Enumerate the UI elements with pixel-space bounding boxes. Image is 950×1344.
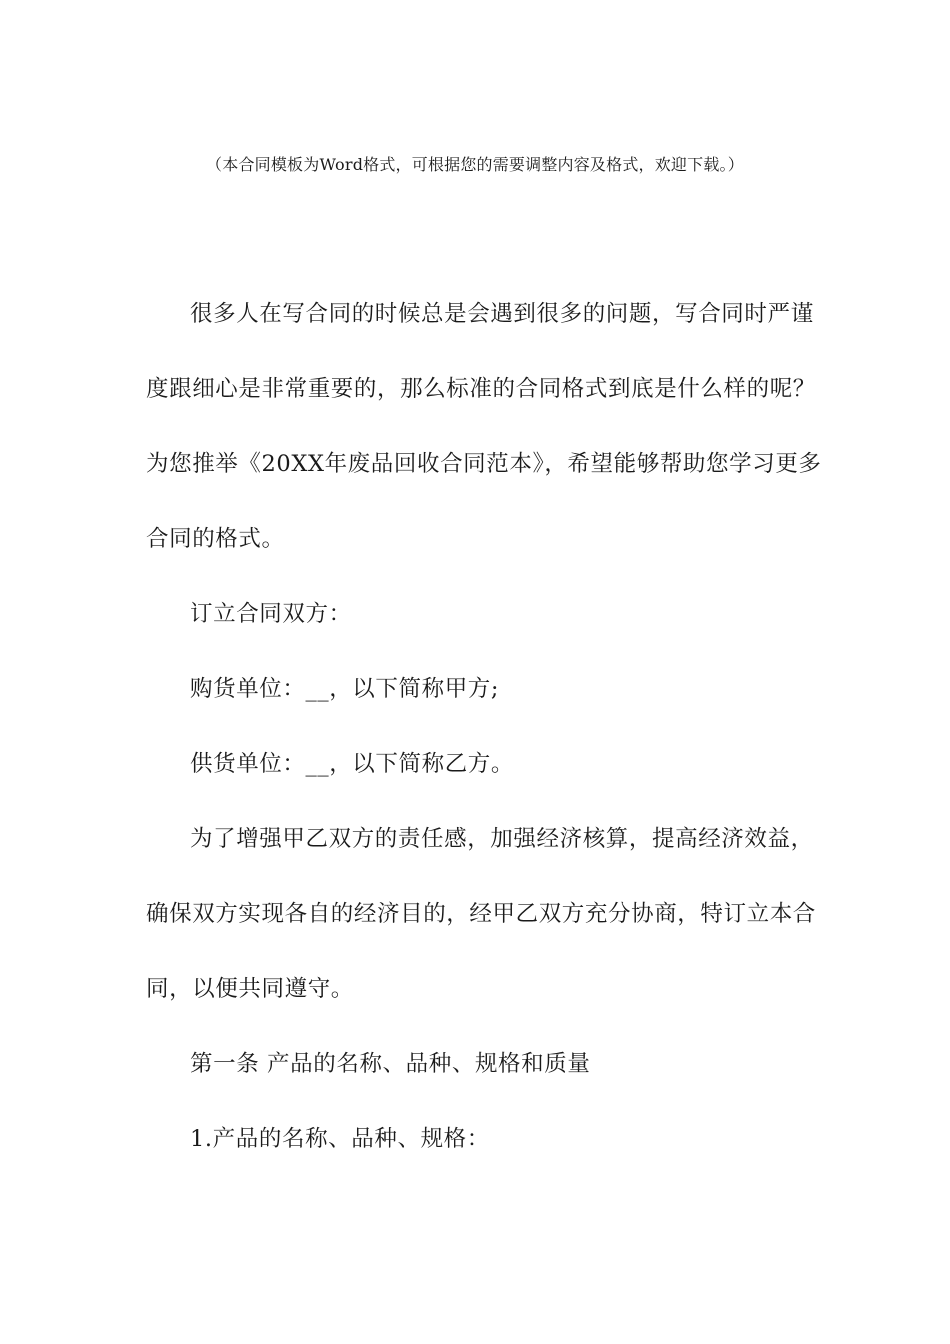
intro-paragraph-line-2: 度跟细心是非常重要的，那么标准的合同格式到底是什么样的呢？ (146, 376, 816, 402)
purpose-paragraph-line-1: 为了增强甲乙双方的责任感，加强经济核算，提高经济效益， (190, 826, 814, 852)
parties-heading: 订立合同双方： (190, 601, 352, 627)
template-note: （本合同模板为Word格式，可根据您的需要调整内容及格式，欢迎下载。） (206, 155, 744, 174)
supplier-line: 供货单位：__，以下简称乙方。 (190, 751, 515, 777)
article-one-item-1: 1.产品的名称、品种、规格： (190, 1126, 490, 1152)
intro-paragraph-line-4: 合同的格式。 (146, 526, 285, 552)
article-one-heading: 第一条 产品的名称、品种、规格和质量 (190, 1051, 591, 1077)
purpose-paragraph-line-2: 确保双方实现各自的经济目的，经甲乙双方充分协商，特订立本合 (146, 901, 816, 927)
intro-paragraph-line-1: 很多人在写合同的时候总是会遇到很多的问题，写合同时严谨 (190, 301, 814, 327)
purpose-paragraph-line-3: 同，以便共同遵守。 (146, 976, 354, 1002)
buyer-line: 购货单位：__，以下简称甲方; (190, 676, 500, 702)
intro-paragraph-line-3: 为您推举《20XX年废品回收合同范本》，希望能够帮助您学习更多 (146, 451, 822, 477)
